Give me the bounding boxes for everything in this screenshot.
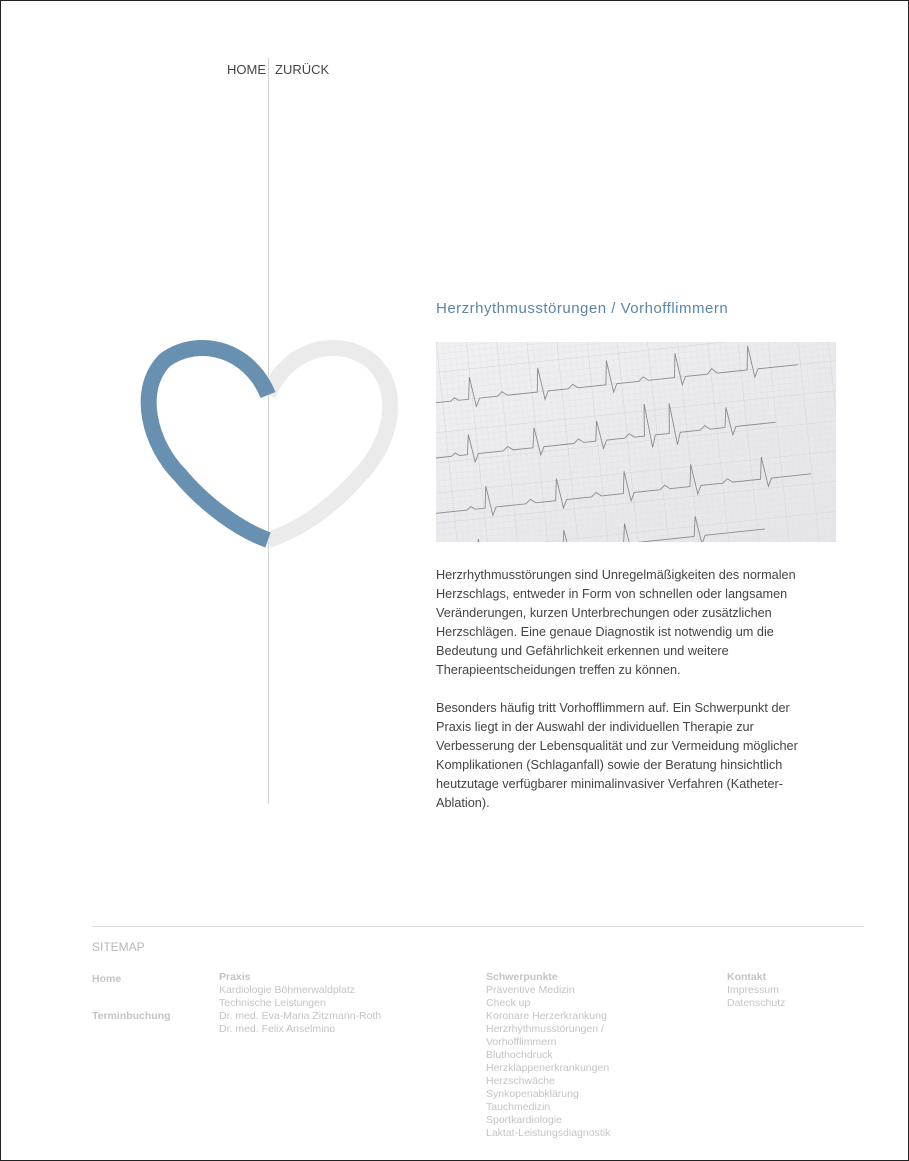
heart-right-half: [268, 348, 390, 540]
sitemap-impressum-link[interactable]: Impressum: [727, 984, 779, 996]
heart-logo: [140, 335, 400, 555]
sitemap-praxis-item[interactable]: Dr. med. Felix Anselmino: [219, 1023, 336, 1035]
sitemap-schwerpunkte-item[interactable]: Laktat-Leistungsdiagnostik: [486, 1127, 611, 1139]
sitemap-schwerpunkte-item[interactable]: Herzschwäche: [486, 1075, 555, 1087]
sitemap-col-main: [92, 973, 171, 1023]
sitemap-schwerpunkte-item[interactable]: Präventive Medizin: [486, 984, 575, 996]
sitemap-schwerpunkte-item[interactable]: Herzklappenerkrankungen: [486, 1062, 610, 1074]
sitemap-praxis-item[interactable]: Dr. med. Eva-Maria Zitzmann-Roth: [219, 1010, 382, 1022]
sitemap-schwerpunkte-heading[interactable]: Schwerpunkte: [486, 971, 558, 983]
sitemap-schwerpunkte-item[interactable]: Koronare Herzerkrankung: [486, 1010, 607, 1022]
page-title: Herzrhythmusstörungen / Vorhofflimmern: [436, 300, 729, 317]
sitemap-schwerpunkte-item[interactable]: Herzrhythmusstörungen /: [486, 1023, 604, 1035]
article-body: [436, 566, 816, 832]
ecg-graphic: [436, 342, 836, 542]
sitemap-schwerpunkte-item[interactable]: Vorhofflimmern: [486, 1036, 557, 1048]
sitemap-col-kontakt: [727, 971, 785, 1010]
sitemap-schwerpunkte-item[interactable]: Tauchmedizin: [486, 1101, 551, 1113]
sitemap-schwerpunkte-item[interactable]: Sportkardiologie: [486, 1114, 562, 1126]
footer-divider: [92, 926, 864, 927]
sitemap-home-link[interactable]: Home: [92, 973, 122, 985]
sitemap-schwerpunkte-item[interactable]: Check up: [486, 997, 531, 1009]
sitemap-praxis-heading[interactable]: Praxis: [219, 971, 251, 983]
sitemap-col-schwerpunkte: [486, 971, 610, 1140]
sitemap-schwerpunkte-item[interactable]: Synkopenabklärung: [486, 1088, 579, 1100]
sitemap-title: SITEMAP: [92, 940, 145, 954]
sitemap-datenschutz-link[interactable]: Datenschutz: [727, 997, 786, 1009]
nav-back-link[interactable]: ZURÜCK: [275, 62, 330, 77]
sitemap-terminbuchung-link[interactable]: Terminbuchung: [92, 1010, 171, 1022]
nav-home-link[interactable]: HOME: [227, 62, 266, 77]
sitemap-praxis-item[interactable]: Technische Leistungen: [219, 997, 326, 1009]
paragraph-intro: Herzrhythmusstörungen sind Unregelmäßigkeiten des normalen Herzschlags, entweder in Form von schnellen oder langsamen Veränderungen, kurzen Unterbrechungen oder zusätzlichen Herzschlägen. Eine genaue Diagnostik ist notwendig um die Bedeutung und Gefährlichkeit erkennen und weitere Therapieentscheidungen treffen zu können.: [436, 568, 796, 677]
sitemap-col-praxis: [219, 971, 381, 1036]
sitemap-kontakt-heading[interactable]: Kontakt: [727, 971, 767, 983]
heart-left-half: [149, 348, 268, 540]
sitemap-schwerpunkte-item[interactable]: Bluthochdruck: [486, 1049, 553, 1061]
ecg-image: [436, 342, 836, 542]
paragraph-atrial-fibrillation: Besonders häufig tritt Vorhofflimmern auf. Ein Schwerpunkt der Praxis liegt in der Auswahl der individuellen Therapie zur Verbesserung der Lebensqualität und zur Vermeidung möglicher Komplikationen (Schlaganfall) sowie der Beratung hinsichtlich heutzutage verfügbarer minimalinvasiver Verfahren (Katheter-Ablation).: [436, 701, 798, 810]
sitemap-praxis-item[interactable]: Kardiologie Böhmerwaldplatz: [219, 984, 355, 996]
